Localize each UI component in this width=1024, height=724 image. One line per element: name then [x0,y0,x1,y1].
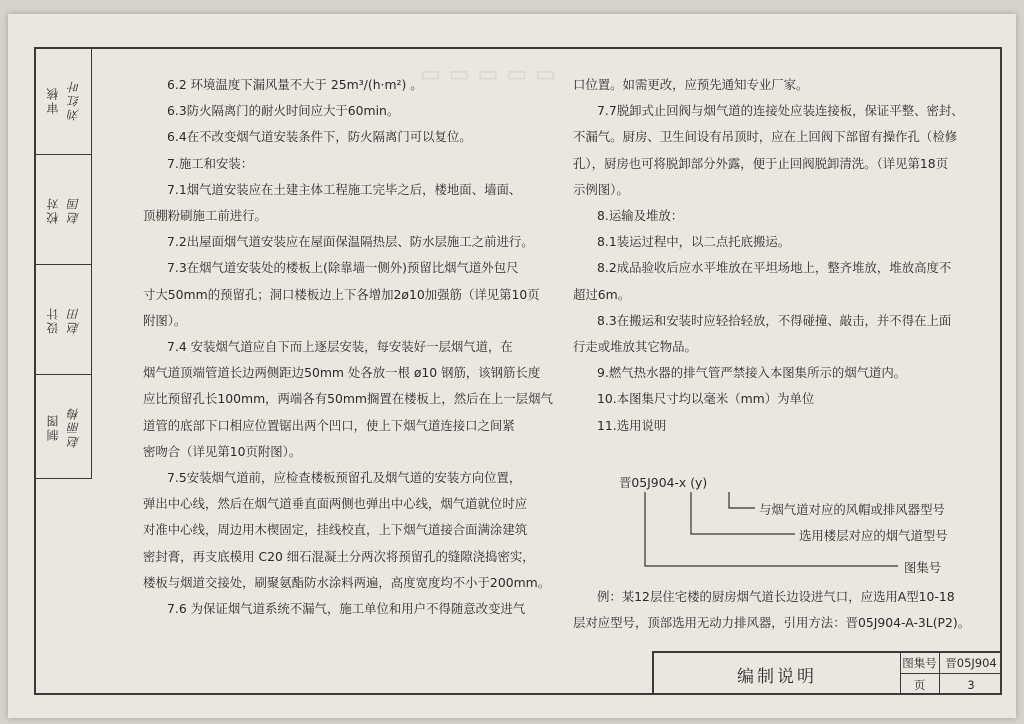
signature: 赵国 [67,195,81,224]
signature: 刘红叶 [67,79,81,121]
sign-cell-review [34,46,92,154]
text-line: 楼板与烟道交接处，刷聚氨酯防水涂料两遍，高度宽度均不小于200mm。 [143,574,551,590]
text-line: 7.7脱卸式止回阀与烟气道的连接处应装连接板，保证平整、密封、 [597,103,964,119]
text-line: 寸大50mm的预留孔；洞口楼板边上下各增加2ø10加强筋（详见第10页 [143,286,540,302]
text-line: 密封膏，再支底模用 C20 细石混凝土分两次将预留孔的缝隙浇捣密实， [143,548,535,564]
text-line: 口位置。如需更改，应预先通知专业厂家。 [573,77,809,92]
text-line: 6.4在不改变烟气道安装条件下，防火隔离门可以复位。 [167,129,472,145]
text-line: 7.5安装烟气道前，应检查楼板预留孔及烟气道的安装方向位置， [167,470,522,486]
text-line: 7.4 安装烟气道应自下而上逐层安装，每安装好一层烟气道，在 [167,339,513,355]
text-line: 8.1装运过程中，以二点托底搬运。 [597,234,791,250]
example-text [573,584,971,636]
text-line: 7.2出屋面烟气道安装应在屋面保温隔热层、防水层施工之前进行。 [167,234,534,250]
label-hood-model: 与烟气道对应的风帽或排风器型号 [759,502,945,517]
sign-label: 校对 [46,195,60,224]
sign-label: 审核 [46,86,60,114]
text-line: 示例图）。 [573,181,629,197]
page-value: 3 [967,677,975,692]
text-line: 孔），厨房也可将脱卸部分外露，便于止回阀脱卸清洗。（详见第18页 [573,155,949,171]
page-label: 页 [900,674,940,695]
sign-label: 制图 [46,412,60,441]
text-line: 7.3在烟气道安装处的楼板上(除靠墙一侧外)预留比烟气道外包尺 [167,260,519,276]
text-line: 例：某12层住宅楼的厨房烟气道长边设进气口，应选用A型10-18 [597,589,955,604]
sign-label: 设计 [46,305,60,334]
bleed-through-mark: ▭▭▭▭▭ [420,62,564,87]
text-line: 10.本图集尺寸均以毫米（mm）为单位 [597,391,815,407]
signature: 赵丽梅 [67,405,81,448]
label-flue-model: 选用楼层对应的烟气道型号 [799,528,948,543]
code-designation-diagram [573,470,983,580]
title-block [652,651,1002,695]
text-line: 对准中心线，周边用木楔固定，挂线校直，上下烟气道接合面满涂建筑 [143,522,528,538]
text-line: 层对应型号，顶部选用无动力排风器，引用方法：晋05J904-A-3L(P2)。 [573,615,971,631]
text-line: 密吻合（详见第10页附图）。 [143,443,302,459]
right-text-column [573,72,968,439]
signature-strip [34,47,92,479]
left-text-column [143,72,553,622]
text-line: 应比预留孔长100mm，两端各有50mm搁置在楼板上，然后在上一层烟气 [143,391,553,407]
sign-cell-proofread [34,154,92,264]
text-line: 弹出中心线，然后在烟气道垂直面两侧也弹出中心线，烟气道就位时应 [143,496,528,512]
sheet-title: 编制说明 [654,653,901,695]
text-line: 7.施工和安装： [167,155,254,171]
sign-cell-drafting [34,374,92,478]
text-line: 8.3在搬运和安装时应轻拾轻放，不得碰撞、敲击，并不得在上面 [597,312,952,328]
text-line: 6.3防火隔离门的耐火时间应大于60min。 [167,103,400,119]
label-atlas-number: 图集号 [904,560,942,575]
text-line: 6.2 环境温度下漏风量不大于 25m³/(h·m²) 。 [167,77,423,92]
text-line: 附图）。 [143,312,187,328]
text-line: 11.选用说明 [597,417,667,433]
text-line: 行走或堆放其它物品。 [573,339,697,355]
text-line: 顶棚粉刷施工前进行。 [143,208,267,224]
signature: 赵田 [67,305,81,334]
text-line: 烟气道顶端管道长边两侧距边50mm 处各放一根 ø10 钢筋，该钢筋长度 [143,365,541,381]
text-line: 道管的底部下口相应位置锯出两个凹口，使上下烟气道连接口之间紧 [143,417,515,433]
atlas-label: 图集号 [900,653,940,674]
sign-cell-design [34,264,92,374]
leader-line-1 [729,492,755,508]
text-line: 7.6 为保证烟气道系统不漏气，施工单位和用户不得随意改变进气 [167,601,526,617]
text-line: 9.燃气热水器的排气管严禁接入本图集所示的烟气道内。 [597,365,907,381]
text-line: 不漏气。厨房、卫生间设有吊顶时，应在上回阀下部留有操作孔（检修 [573,129,958,145]
atlas-code: 晋05J904-x (y) [619,475,708,490]
text-line: 8.运输及堆放： [597,208,684,224]
atlas-value: 晋05J904 [940,653,1002,674]
text-line: 超过6m。 [573,286,631,302]
text-line: 7.1烟气道安装应在土建主体工程施工完毕之后，楼地面、墙面、 [167,181,522,197]
text-line: 8.2成品验收后应水平堆放在平坦场地上，整齐堆放，堆放高度不 [597,260,952,276]
